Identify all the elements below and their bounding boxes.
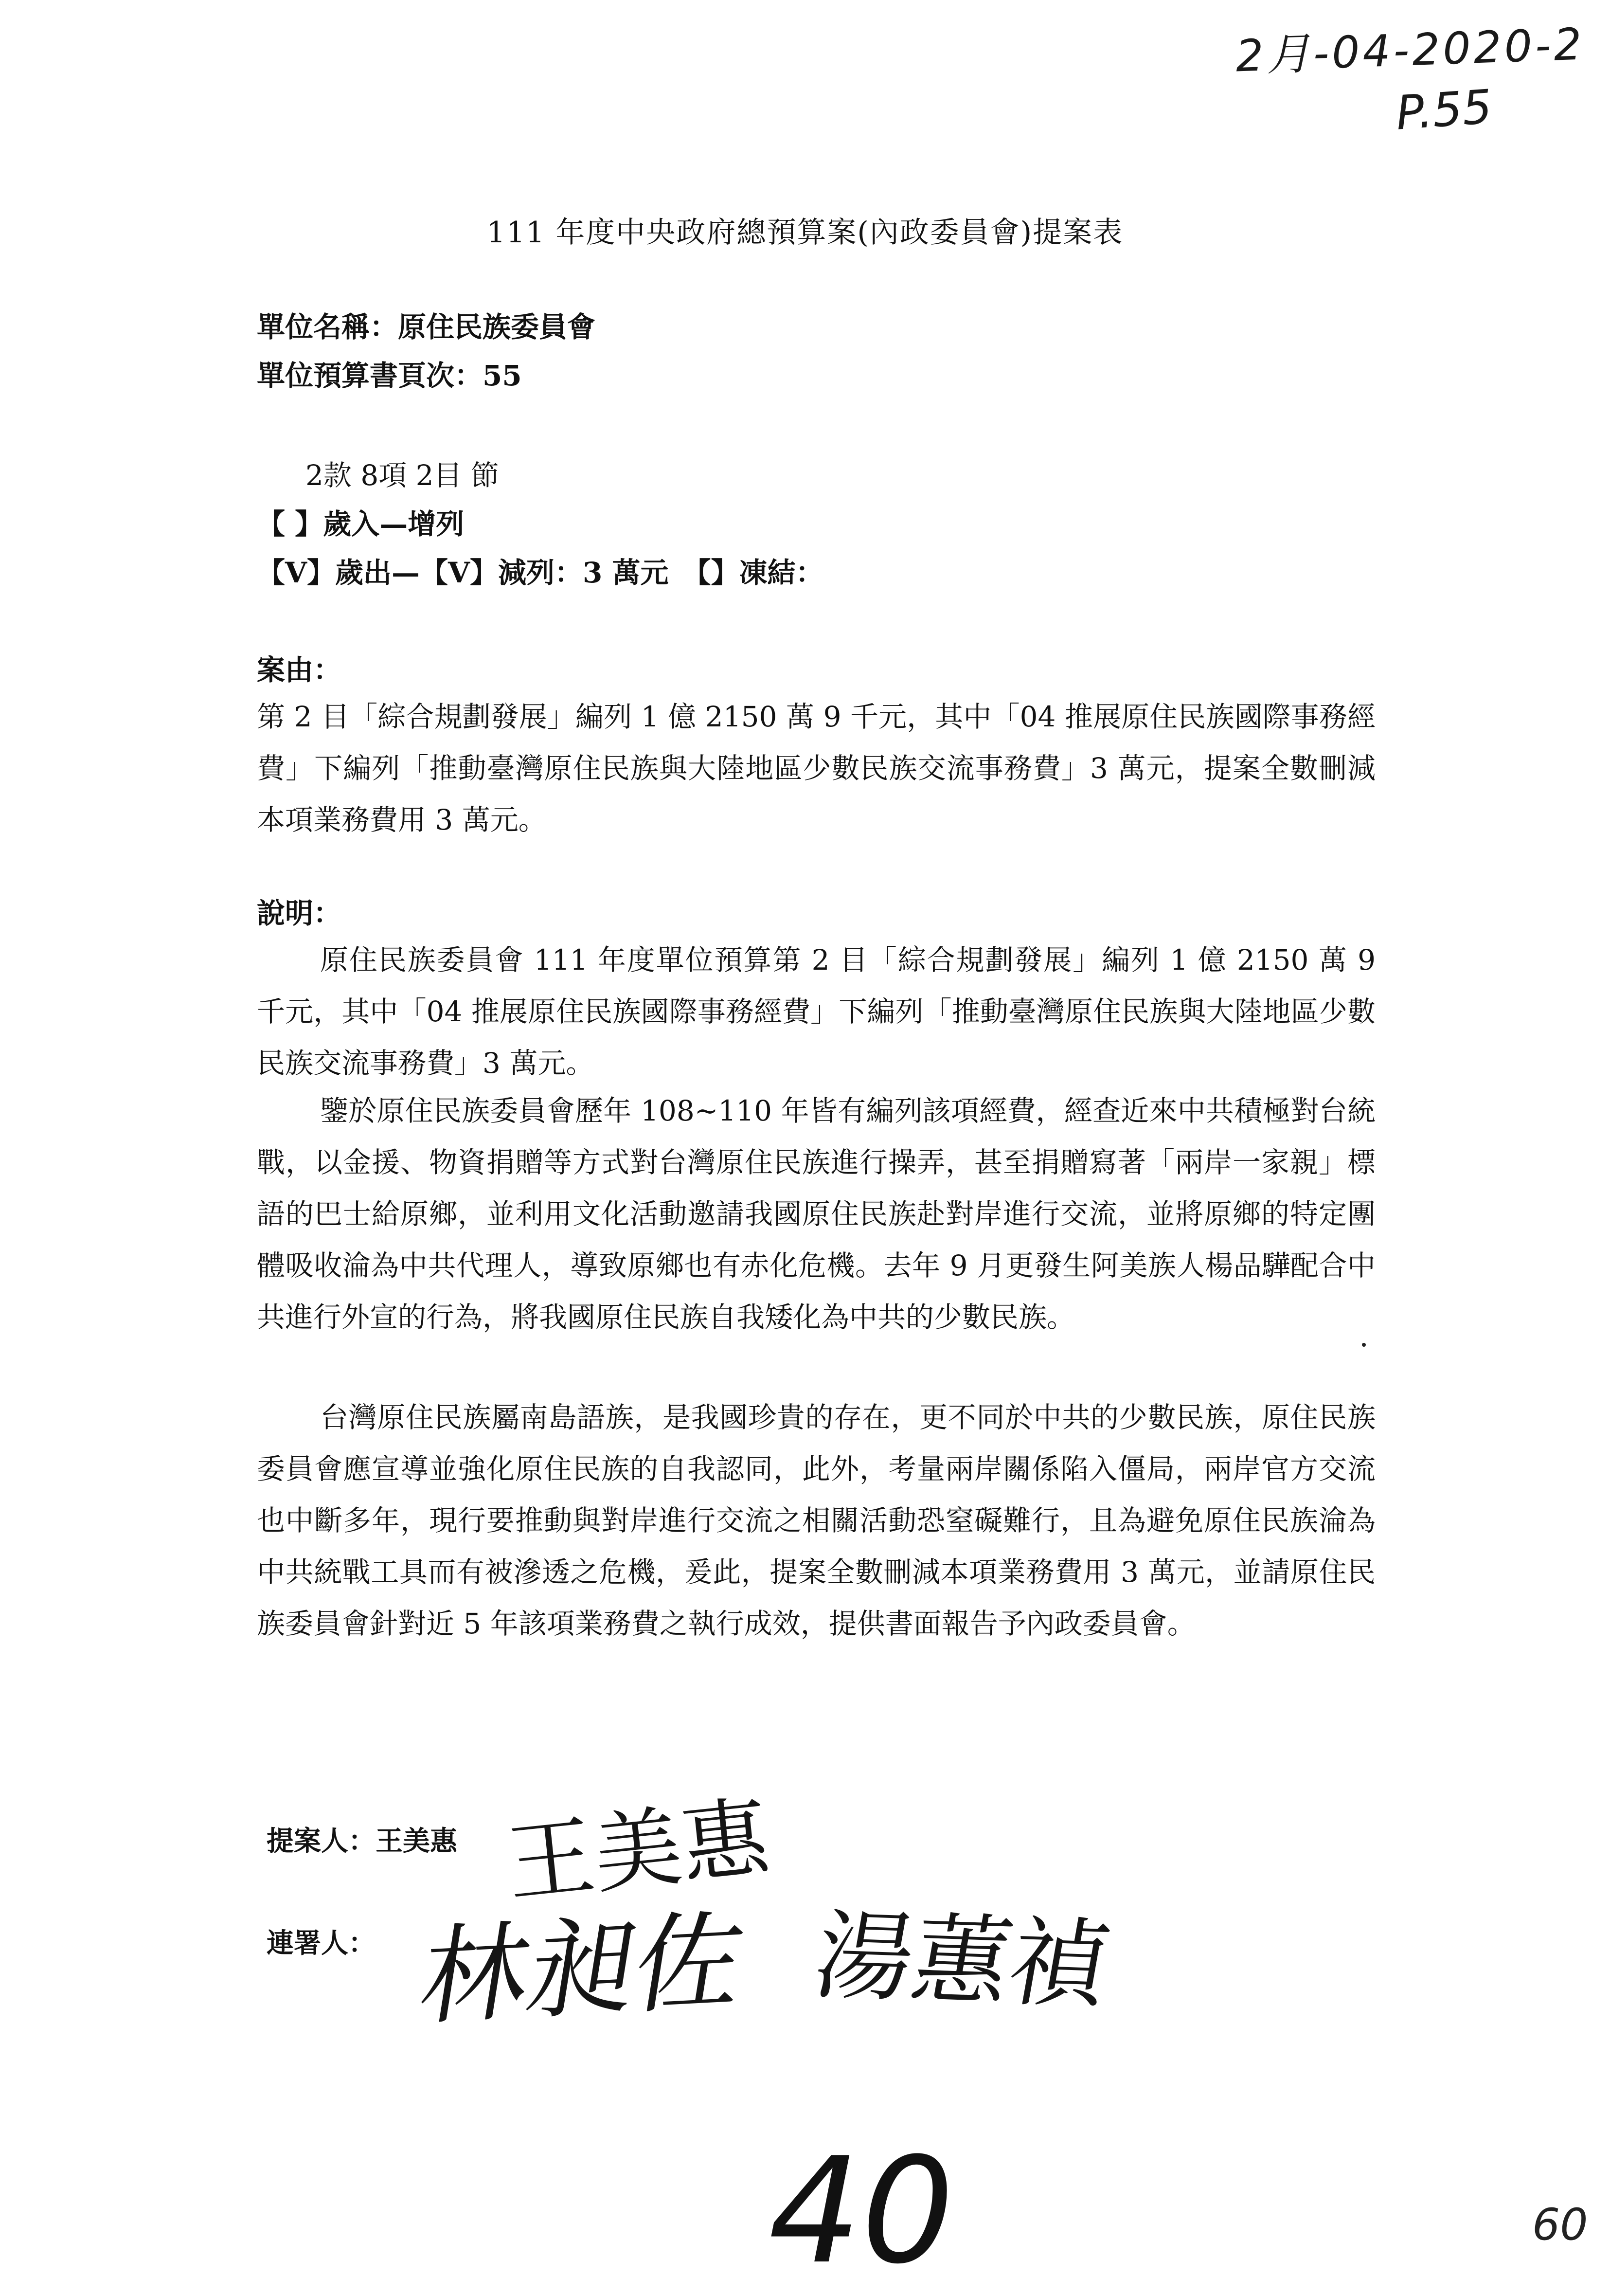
explanation-paragraph-3: 台灣原住民族屬南島語族，是我國珍貴的存在，更不同於中共的少數民族，原住民族委員會應宣導並強化原住民族的自我認同，此外，考量兩岸關係陷入僵局，兩岸官方交流也中斷多年，現行要推動與對岸進行交流之相關活動恐窒礙難行，且為避免原住民族淪為中共統戰工具而有被滲透之危機，爰此，提案全數刪減本項業務費用 3 萬元，並請原住民族委員會針對近 5 年該項業務費之執行成效，提供書面報告予內政委員會。 [257,1401,1376,1640]
reason-heading: 案由： [257,653,342,687]
unit-name: 單位名稱：原住民族委員會 [257,310,596,343]
cosigner-signature-1: 林昶佐 [411,1898,752,2041]
reason-body: 第 2 目「綜合規劃發展」編列 1 億 2150 萬 9 千元，其中「04 推展原住民族國際事務經費」下編列「推動臺灣原住民族與大陸地區少數民族交流事務費」3 萬元，提案全數刪減本項業務費用 3 萬元。 [257,700,1376,836]
explanation-paragraph-2: 鑒於原住民族委員會歷年 108~110 年皆有編列該項經費，經查近來中共積極對台統戰，以金援、物資捐贈等方式對台灣原住民族進行操弄，甚至捐贈寫著「兩岸一家親」標語的巴士給原鄉，並利用文化活動邀請我國原住民族赴對岸進行交流，並將原鄉的特定團體吸收淪為中共代理人，導致原鄉也有赤化危機。去年 9 月更發生阿美族人楊品驊配合中共進行外宣的行為，將我國原住民族自我矮化為中共的少數民族。 [257,1094,1376,1334]
explanation-paragraph-1: 原住民族委員會 111 年度單位預算第 2 目「綜合規劃發展」編列 1 億 2150 萬 9 千元，其中「04 推展原住民族國際事務經費」下編列「推動臺灣原住民族與大陸地區少數民族交流事務費」3 萬元。 [257,943,1376,1080]
corner-page-number: 60 [1532,2199,1588,2250]
explanation-heading: 說明： [257,897,342,930]
stray-mark [1362,1343,1366,1347]
budget-subject: 2款 8項 2目 節 [305,459,500,492]
proposer-signature: 王美惠 [502,1787,774,1916]
date-stamp-handwritten: 2月-04-2020-2 [1234,18,1586,82]
handwritten-number: 40 [769,2126,954,2296]
cosigner-signature-2: 湯蕙禎 [805,1899,1118,2023]
cosigner-label: 連署人： [267,1927,376,1959]
revenue-line: 【 】歲入—增列 [257,507,465,541]
expenditure-line: 【V】歲出—【V】減列：3 萬元 【】凍結： [257,556,824,589]
page-ref-handwritten: P.55 [1394,79,1494,141]
unit-budget-page: 單位預算書頁次：55 [257,359,522,392]
document-title: 111 年度中央政府總預算案(內政委員會)提案表 [486,216,1124,250]
proposer-label: 提案人：王美惠 [267,1825,457,1857]
